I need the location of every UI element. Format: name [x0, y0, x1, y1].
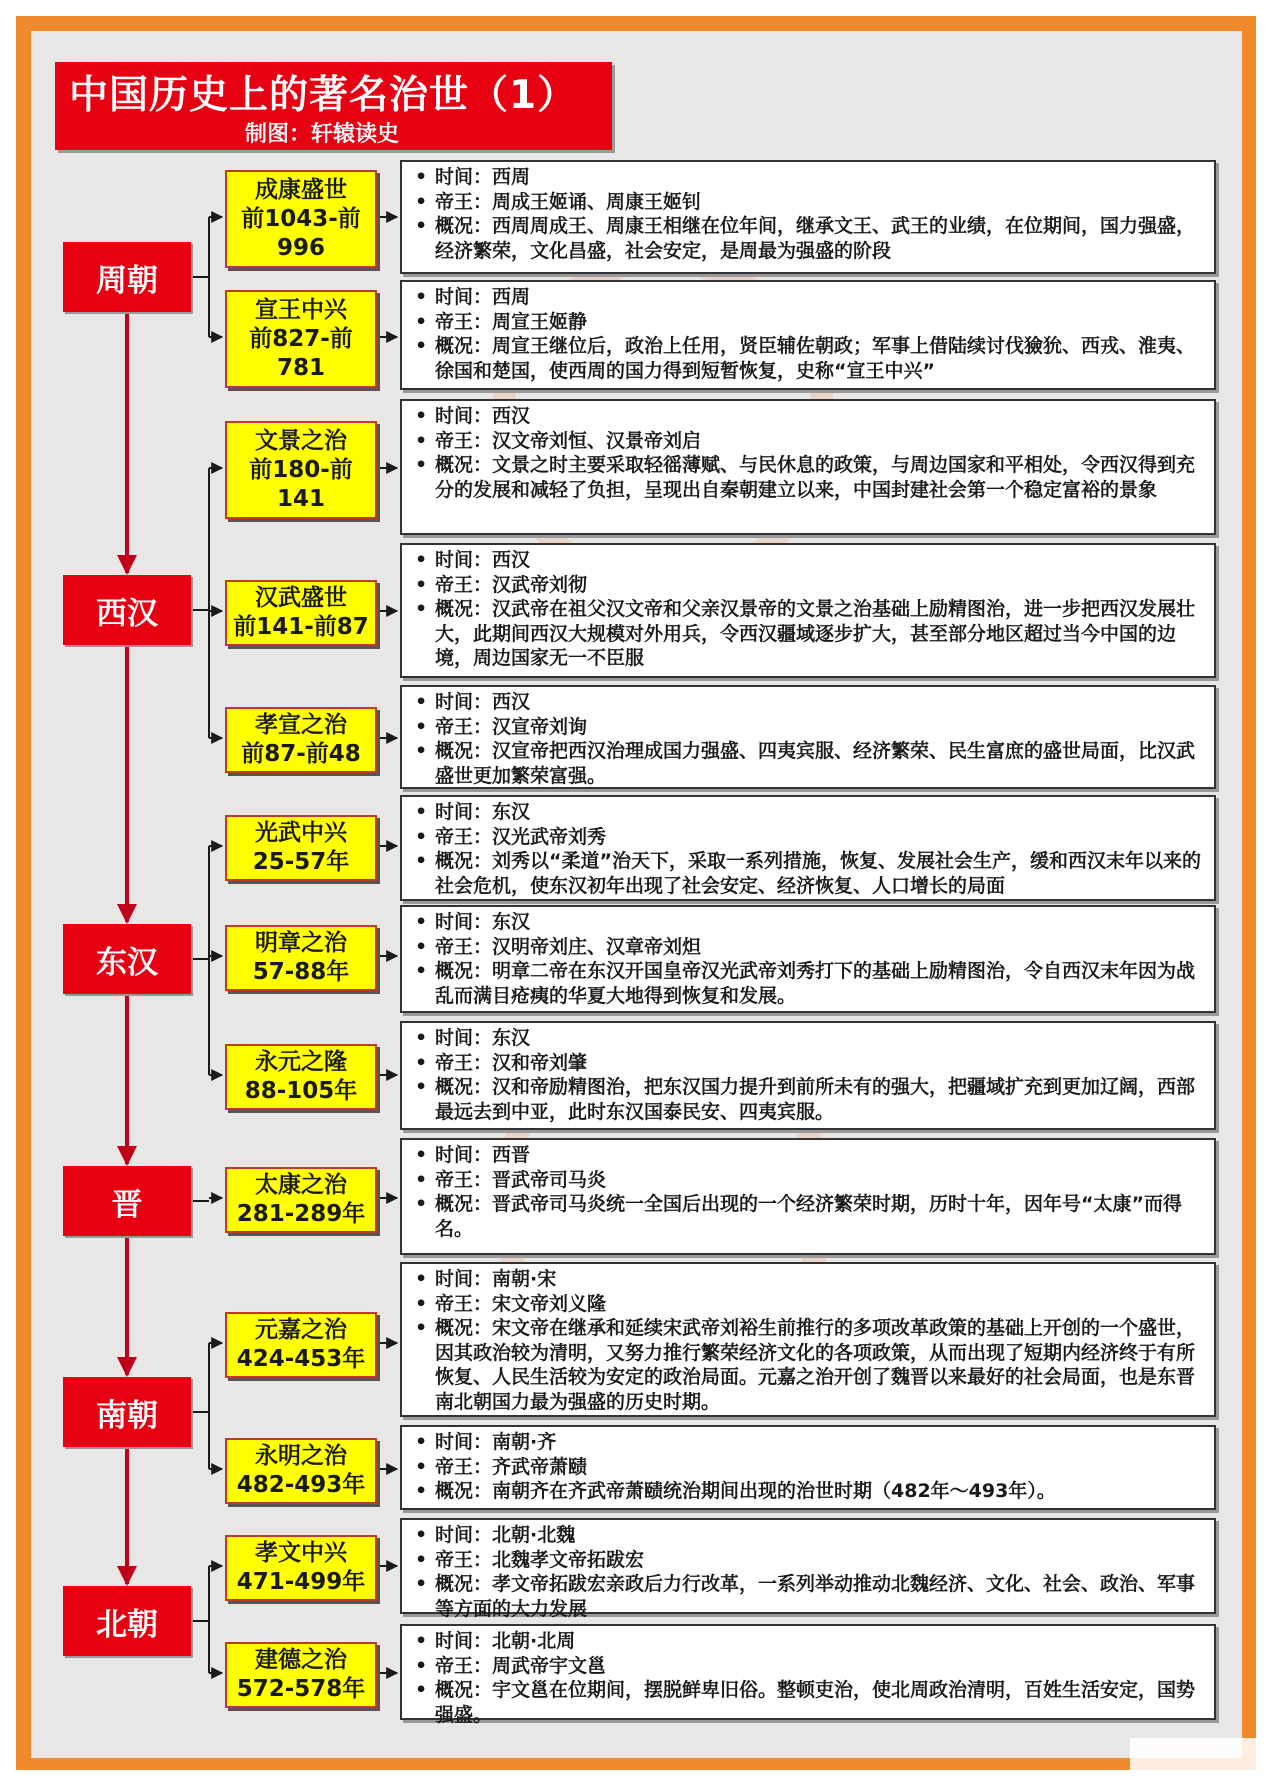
bullet-icon: •	[415, 310, 428, 333]
info-line-overview	[415, 1479, 1206, 1504]
info-time-text: 时间：西周	[435, 286, 531, 308]
info-time-text: 时间：西汉	[435, 691, 531, 713]
bullet-icon: •	[415, 1268, 428, 1290]
era-info-card	[400, 399, 1216, 535]
era-years: 25-57年	[252, 849, 350, 875]
info-emperor-text: 帝王：汉文帝刘恒、汉景帝刘启	[435, 429, 702, 452]
era-name: 孝宣之治	[255, 712, 347, 738]
era-years: 482-493年	[236, 1472, 366, 1498]
bullet-icon: •	[415, 429, 428, 452]
dynasty-label-jin: 晋	[63, 1166, 191, 1236]
info-overview-text: 概况：汉武帝在祖父汉文帝和父亲汉景帝的文景之治基础上励精图治，进一步把西汉发展壮大，此期间西汉大规模对外用兵，令西汉疆域逐步扩大，甚至部分地区超过当今中国的边境，周边国家无一不臣服	[435, 598, 1196, 669]
era-name: 文景之治	[255, 427, 347, 454]
info-time-text: 时间：东汉	[435, 801, 531, 823]
era-years: 572-578年	[236, 1676, 366, 1702]
era-box	[225, 1535, 377, 1601]
info-line-overview	[415, 739, 1206, 788]
info-line-overview	[415, 1075, 1206, 1124]
era-name: 汉武盛世	[255, 585, 347, 611]
info-overview-text: 概况：汉和帝励精图治，把东汉国力提升到前所未有的强大，把疆域扩充到更加辽阔，西部最远去到中亚，此时东汉国泰民安、四夷宾服。	[435, 1076, 1196, 1123]
info-time-text: 时间：东汉	[435, 1027, 531, 1049]
era-box	[225, 580, 377, 646]
bullet-icon: •	[415, 715, 428, 738]
dynasty-label-beichao: 北朝	[63, 1586, 191, 1656]
era-info-card	[400, 685, 1216, 789]
era-info-card	[400, 160, 1216, 274]
era-years: 281-289年	[236, 1201, 366, 1227]
info-time-text: 时间：西汉	[435, 405, 531, 427]
info-line-time	[415, 1523, 1206, 1548]
info-line-emperor	[415, 310, 1206, 335]
info-overview-text: 概况：南朝齐在齐武帝萧赜统治期间出现的治世时期（482年～493年）。	[435, 1480, 1056, 1502]
info-line-overview	[415, 1316, 1206, 1414]
era-info-card	[400, 1518, 1216, 1620]
bullet-icon: •	[415, 1076, 428, 1098]
bullet-icon: •	[415, 1193, 428, 1215]
info-overview-text: 概况：刘秀以“柔道”治天下，采取一系列措施，恢复、发展社会生产，缓和西汉末年以来的社会危机，使东汉初年出现了社会安定、经济恢复、人口增长的局面	[435, 850, 1201, 897]
info-line-overview	[415, 1192, 1206, 1241]
info-line-emperor	[415, 1051, 1206, 1076]
era-box	[225, 421, 377, 519]
era-box	[225, 1642, 377, 1708]
bullet-icon: •	[415, 1524, 428, 1546]
info-line-overview	[415, 1678, 1206, 1727]
era-box	[225, 1312, 377, 1378]
info-line-overview	[415, 959, 1206, 1008]
info-line-overview	[415, 849, 1206, 898]
era-years: 471-499年	[236, 1569, 366, 1595]
info-line-overview	[415, 334, 1206, 383]
info-line-emperor	[415, 1455, 1206, 1480]
era-years: 前180-前 141	[249, 456, 353, 512]
era-name: 成康盛世	[255, 176, 347, 203]
era-name: 宣王中兴	[255, 296, 347, 323]
era-box	[225, 1044, 377, 1110]
info-emperor-text: 帝王：北魏孝文帝拓跋宏	[435, 1548, 645, 1571]
info-time-text: 时间：西周	[435, 166, 531, 188]
info-line-time	[415, 1267, 1206, 1292]
info-emperor-text: 帝王：汉明帝刘庄、汉章帝刘炟	[435, 935, 702, 958]
info-line-time	[415, 690, 1206, 715]
era-years: 57-88年	[252, 959, 350, 985]
bullet-icon: •	[415, 454, 428, 476]
info-time-text: 时间：南朝·齐	[435, 1431, 557, 1453]
bullet-icon: •	[415, 405, 428, 427]
info-emperor-text: 帝王：汉宣帝刘询	[435, 715, 588, 738]
bullet-icon: •	[415, 573, 428, 596]
bullet-icon: •	[415, 1654, 428, 1677]
info-emperor-text: 帝王：晋武帝司马炎	[435, 1168, 607, 1191]
bullet-icon: •	[415, 1027, 428, 1049]
bullet-icon: •	[415, 960, 428, 982]
info-emperor-text: 帝王：汉光武帝刘秀	[435, 825, 607, 848]
bullet-icon: •	[415, 549, 428, 571]
info-line-emperor	[415, 935, 1206, 960]
info-overview-text: 概况：宇文邕在位期间，摆脱鲜卑旧俗。整顿吏治，使北周政治清明，百姓生活安定，国势强盛。	[435, 1679, 1196, 1726]
info-line-time	[415, 1629, 1206, 1654]
era-info-card	[400, 280, 1216, 390]
info-line-emperor	[415, 825, 1206, 850]
info-overview-text: 概况：西周周成王、周康王相继在位年间，继承文王、武王的业绩，在位期间，国力强盛，经济繁荣，文化昌盛，社会安定，是周最为强盛的阶段	[435, 215, 1196, 262]
bullet-icon: •	[415, 935, 428, 958]
dynasty-label-nanchao: 南朝	[63, 1377, 191, 1447]
bullet-icon: •	[415, 1573, 428, 1595]
era-name: 元嘉之治	[255, 1317, 347, 1343]
era-years: 前141-前87	[233, 614, 369, 640]
info-line-time	[415, 1026, 1206, 1051]
era-name: 光武中兴	[255, 820, 347, 846]
info-line-time	[415, 1143, 1206, 1168]
title-banner	[55, 62, 612, 150]
bullet-icon: •	[415, 850, 428, 872]
info-line-emperor	[415, 190, 1206, 215]
bullet-icon: •	[415, 1051, 428, 1074]
bullet-icon: •	[415, 1480, 428, 1502]
bullet-icon: •	[415, 598, 428, 620]
bullet-icon: •	[415, 190, 428, 213]
era-years: 前827-前 781	[249, 325, 353, 381]
bullet-icon: •	[415, 166, 428, 188]
bullet-icon: •	[415, 286, 428, 308]
info-time-text: 时间：西晋	[435, 1144, 531, 1166]
info-line-time	[415, 548, 1206, 573]
era-name: 太康之治	[255, 1172, 347, 1198]
bullet-icon: •	[415, 1317, 428, 1339]
bullet-icon: •	[415, 215, 428, 237]
info-line-time	[415, 404, 1206, 429]
info-line-time	[415, 910, 1206, 935]
info-overview-text: 概况：周宣王继位后，政治上任用，贤臣辅佐朝政；军事上借陆续讨伐獫狁、西戎、淮夷、徐国和楚国，使西周的国力得到短暂恢复，史称“宣王中兴”	[435, 335, 1196, 382]
info-time-text: 时间：西汉	[435, 549, 531, 571]
bullet-icon: •	[415, 1455, 428, 1478]
info-line-time	[415, 800, 1206, 825]
info-line-emperor	[415, 1168, 1206, 1193]
bullet-icon: •	[415, 1630, 428, 1652]
era-box	[225, 1438, 377, 1504]
info-emperor-text: 帝王：齐武帝萧赜	[435, 1455, 588, 1478]
era-info-card	[400, 543, 1216, 678]
bullet-icon: •	[415, 1548, 428, 1571]
bullet-icon: •	[415, 1431, 428, 1453]
info-overview-text: 概况：汉宣帝把西汉治理成国力强盛、四夷宾服、经济繁荣、民生富庶的盛世局面，比汉武盛世更加繁荣富强。	[435, 740, 1196, 787]
corner-mark	[1130, 1738, 1256, 1772]
info-line-overview	[415, 453, 1206, 502]
era-info-card	[400, 905, 1216, 1013]
era-box	[225, 815, 377, 881]
bullet-icon: •	[415, 1292, 428, 1315]
bullet-icon: •	[415, 1679, 428, 1701]
info-line-overview	[415, 1572, 1206, 1621]
era-info-card	[400, 795, 1216, 901]
era-years: 88-105年	[244, 1078, 358, 1104]
info-line-emperor	[415, 1548, 1206, 1573]
info-overview-text: 概况：文景之时主要采取轻徭薄赋、与民休息的政策，与周边国家和平相处，令西汉得到充分的发展和减轻了负担，呈现出自秦朝建立以来，中国封建社会第一个稳定富裕的景象	[435, 454, 1196, 501]
bullet-icon: •	[415, 691, 428, 713]
info-line-time	[415, 1430, 1206, 1455]
bullet-icon: •	[415, 740, 428, 762]
info-line-time	[415, 285, 1206, 310]
era-info-card	[400, 1425, 1216, 1510]
era-info-card	[400, 1262, 1216, 1417]
info-emperor-text: 帝王：周武帝宇文邕	[435, 1654, 607, 1677]
page-title: 中国历史上的著名治世（1）	[69, 73, 578, 118]
info-overview-text: 概况：晋武帝司马炎统一全国后出现的一个经济繁荣时期，历时十年，因年号“太康”而得名。	[435, 1193, 1182, 1240]
dynasty-label-donghan: 东汉	[63, 924, 191, 994]
dynasty-label-zhou: 周朝	[63, 242, 191, 312]
era-name: 明章之治	[255, 930, 347, 956]
info-time-text: 时间：东汉	[435, 911, 531, 933]
info-emperor-text: 帝王：汉和帝刘肇	[435, 1051, 588, 1074]
info-line-emperor	[415, 573, 1206, 598]
info-emperor-text: 帝王：汉武帝刘彻	[435, 573, 588, 596]
info-emperor-text: 帝王：周宣王姬静	[435, 310, 588, 333]
info-line-time	[415, 165, 1206, 190]
era-years: 前1043-前 996	[241, 205, 361, 261]
info-time-text: 时间：南朝·宋	[435, 1268, 557, 1290]
era-info-card	[400, 1138, 1216, 1255]
info-line-emperor	[415, 429, 1206, 454]
info-line-emperor	[415, 1654, 1206, 1679]
era-name: 建德之治	[255, 1647, 347, 1673]
era-name: 永明之治	[255, 1443, 347, 1469]
bullet-icon: •	[415, 1168, 428, 1191]
info-line-overview	[415, 214, 1206, 263]
era-years: 424-453年	[236, 1346, 366, 1372]
info-line-overview	[415, 597, 1206, 671]
era-name: 孝文中兴	[255, 1540, 347, 1566]
era-years: 前87-前48	[241, 741, 361, 767]
info-line-emperor	[415, 1292, 1206, 1317]
info-emperor-text: 帝王：周成王姬诵、周康王姬钊	[435, 190, 702, 213]
info-overview-text: 概况：宋文帝在继承和延续宋武帝刘裕生前推行的多项改革政策的基础上开创的一个盛世，因其政治较为清明，又努力推行繁荣经济文化的各项政策，从而出现了短期内经济终于有所恢复、人民生活较为安定的政治局面。元嘉之治开创了魏晋以来最好的社会局面，也是东晋南北朝国力最为强盛的历史时期。	[435, 1317, 1196, 1413]
info-overview-text: 概况：明章二帝在东汉开国皇帝汉光武帝刘秀打下的基础上励精图治，令自西汉末年因为战乱而满目疮痍的华夏大地得到恢复和发展。	[435, 960, 1196, 1007]
era-box	[225, 1167, 377, 1233]
era-box	[225, 170, 377, 268]
bullet-icon: •	[415, 911, 428, 933]
era-box	[225, 707, 377, 773]
era-box	[225, 290, 377, 388]
bullet-icon: •	[415, 825, 428, 848]
bullet-icon: •	[415, 801, 428, 823]
info-emperor-text: 帝王：宋文帝刘义隆	[435, 1292, 607, 1315]
info-line-emperor	[415, 715, 1206, 740]
era-name: 永元之隆	[255, 1049, 347, 1075]
info-time-text: 时间：北朝·北魏	[435, 1524, 576, 1546]
era-box	[225, 925, 377, 991]
bullet-icon: •	[415, 335, 428, 357]
era-info-card	[400, 1021, 1216, 1130]
info-overview-text: 概况：孝文帝拓跋宏亲政后力行改革，一系列举动推动北魏经济、文化、社会、政治、军事等方面的大力发展	[435, 1573, 1196, 1620]
page-subtitle: 制图：轩辕读史	[245, 122, 400, 147]
era-info-card	[400, 1624, 1216, 1726]
info-time-text: 时间：北朝·北周	[435, 1630, 576, 1652]
dynasty-label-xihan: 西汉	[63, 575, 191, 645]
bullet-icon: •	[415, 1144, 428, 1166]
